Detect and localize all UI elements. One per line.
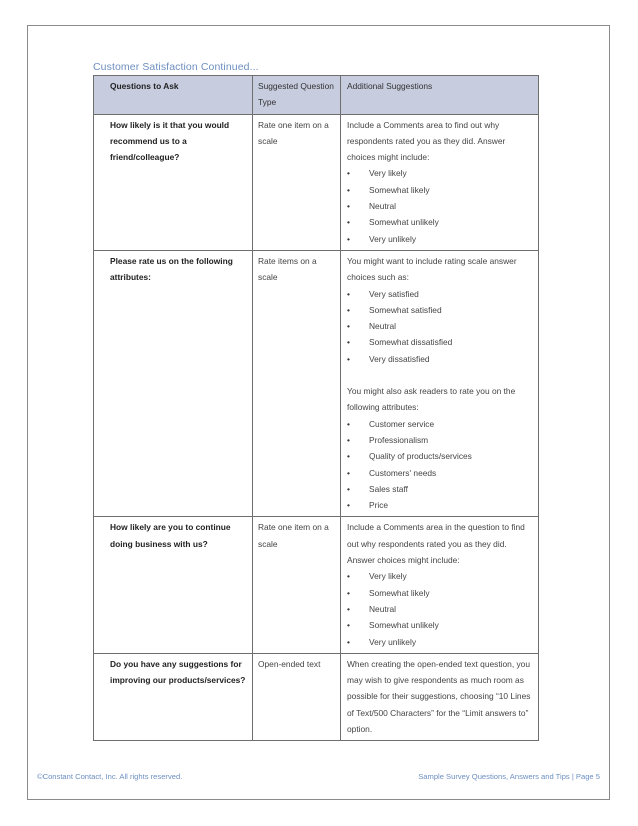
list-item: • Somewhat likely <box>347 585 533 601</box>
answer-choices-list <box>347 165 533 246</box>
list-item: • Customers' needs <box>347 465 533 481</box>
list-item: • Very likely <box>347 568 533 584</box>
table-row <box>94 517 539 653</box>
question-text: Do you have any suggestions for improving our products/services? <box>110 658 246 686</box>
questions-table <box>93 75 539 741</box>
question-type: Rate one item on a scale <box>258 522 329 549</box>
suggestion-intro: Include a Comments area in the question to find out why respondents rated you as they did. Answer choices might include: <box>347 522 525 566</box>
list-item: • Neutral <box>347 318 533 334</box>
question-text: Please rate us on the following attributes: <box>110 255 233 283</box>
header-question-type: Suggested Question Type <box>253 76 341 115</box>
list-item: • Customer service <box>347 416 533 432</box>
list-item: • Somewhat unlikely <box>347 617 533 633</box>
table-row <box>94 653 539 740</box>
list-item: • Very unlikely <box>347 231 533 247</box>
list-item: • Very likely <box>347 165 533 181</box>
suggestion-intro-secondary: You might also ask readers to rate you on the following attributes: <box>347 386 516 413</box>
question-type: Rate items on a scale <box>258 255 317 283</box>
list-item: • Quality of products/services <box>347 448 533 464</box>
list-item: • Very satisfied <box>347 286 533 302</box>
list-item: • Somewhat unlikely <box>347 214 533 230</box>
list-item: • Neutral <box>347 601 533 617</box>
suggestion-intro: You might want to include rating scale answer choices such as: <box>347 255 517 283</box>
attributes-list <box>347 416 533 514</box>
list-item: • Neutral <box>347 198 533 214</box>
page-footer: Sample Survey Questions, Answers and Tips | Page 5 <box>418 772 600 781</box>
suggestion-intro: When creating the open-ended text question, you may wish to give respondents as much room as possible for their suggestions, choosing “10 Lines of Text/500 Characters” for the “Limit answers to” option. <box>347 658 531 734</box>
header-additional-suggestions: Additional Suggestions <box>341 76 539 115</box>
list-item: • Professionalism <box>347 432 533 448</box>
list-item: • Very dissatisfied <box>347 351 533 367</box>
list-item: • Very unlikely <box>347 634 533 650</box>
list-item: • Price <box>347 497 533 513</box>
answer-choices-list <box>347 286 533 367</box>
list-item: • Somewhat dissatisfied <box>347 334 533 350</box>
answer-choices-list <box>347 568 533 649</box>
question-text: How likely is it that you would recommend us to a friend/colleague? <box>110 119 230 163</box>
copyright-footer: ©Constant Contact, Inc. All rights reserved. <box>37 772 183 781</box>
list-item: • Somewhat satisfied <box>347 302 533 318</box>
table-row <box>94 114 539 250</box>
question-text: How likely are you to continue doing business with us? <box>110 522 231 549</box>
list-item: • Sales staff <box>347 481 533 497</box>
spacer <box>347 367 533 383</box>
suggestion-intro: Include a Comments area to find out why respondents rated you as they did. Answer choices might include: <box>347 119 506 163</box>
question-type: Rate one item on a scale <box>258 119 329 146</box>
table-header-row <box>94 76 539 115</box>
list-item: • Somewhat likely <box>347 182 533 198</box>
table-row <box>94 250 539 516</box>
question-type: Open-ended text <box>258 658 321 669</box>
header-questions: Questions to Ask <box>94 76 253 115</box>
section-title: Customer Satisfaction Continued... <box>93 61 259 73</box>
